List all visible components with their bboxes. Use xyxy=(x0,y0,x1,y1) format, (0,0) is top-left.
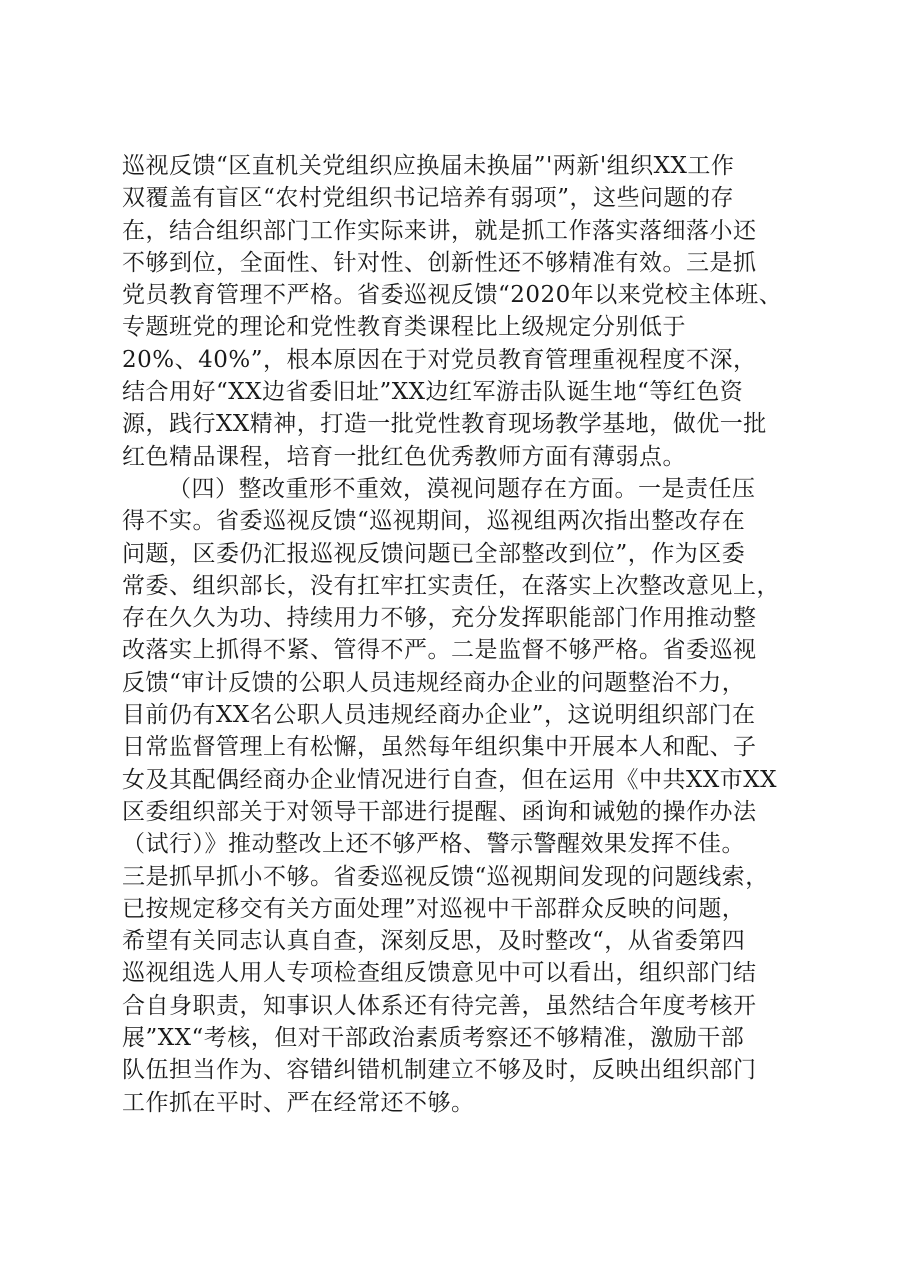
text-line: 希望有关同志认真自查，深刻反思，及时整改“，从省委第四 xyxy=(122,928,746,955)
text-line: 源，践行XX精神，打造一批党性教育现场教学基地，做优一批 xyxy=(122,411,767,438)
text-line: 结合用好“XX边省委旧址”XX边红军游击队诞生地“等红色资 xyxy=(122,379,744,406)
text-line: 巡视组选人用人专项检查组反馈意见中可以看出，组织部门结 xyxy=(122,960,757,987)
text-line: 反馈“审计反馈的公职人员违规经商办企业的问题整治不力， xyxy=(122,669,746,696)
document-body xyxy=(122,150,812,1119)
text-line: 目前仍有XX名公职人员违规经商办企业”，这说明组织部门在 xyxy=(122,702,756,729)
text-line: 女及其配偶经商办企业情况进行自查，但在运用《中共XX市XX xyxy=(122,766,777,793)
text-line: 队伍担当作为、容错纠错机制建立不够及时，反映出组织部门 xyxy=(122,1057,757,1084)
text-line: 得不实。省委巡视反馈“巡视期间，巡视组两次指出整改存在 xyxy=(122,508,746,535)
text-line: 改落实上抓得不紧、管得不严。二是监督不够严格。省委巡视 xyxy=(122,637,757,664)
section-heading-line: （四）整改重形不重效，漠视问题存在方面。一是责任压 xyxy=(168,475,756,502)
text-line: （试行）》推动整改上还不够严格、警示警醒效果发挥不佳。 xyxy=(122,831,745,858)
text-line: 日常监督管理上有松懈，虽然每年组织集中开展本人和配、子 xyxy=(122,734,757,761)
text-line: 巡视反馈“区直机关党组织应换届未换届”'两新'组织XX工作 xyxy=(122,153,735,179)
text-line: 三是抓早抓小不够。省委巡视反馈“巡视期间发现的问题线索， xyxy=(122,863,769,890)
text-line: 区委组织部关于对领导干部进行提醒、函询和诫勉的操作办法 xyxy=(122,798,757,825)
text-line: 党员教育管理不严格。省委巡视反馈“2020年以来党校主体班、 xyxy=(122,282,783,309)
text-line: 已按规定移交有关方面处理”对巡视中干部群众反映的问题， xyxy=(122,895,746,922)
text-line: 工作抓在平时、严在经常还不够。 xyxy=(122,1089,475,1116)
text-line: 在，结合组织部门工作实际来讲，就是抓工作落实落细落小还 xyxy=(122,217,757,244)
text-line: 专题班党的理论和党性教育类课程比上级规定分别低于 xyxy=(122,314,686,341)
text-line: 存在久久为功、持续用力不够，充分发挥职能部门作用推动整 xyxy=(122,605,757,632)
text-line: 20%、40%”，根本原因在于对党员教育管理重视程度不深， xyxy=(122,346,757,373)
text-line: 不够到位，全面性、针对性、创新性还不够精准有效。三是抓 xyxy=(122,249,757,276)
text-line: 常委、组织部长，没有扛牢扛实责任，在落实上次整改意见上， xyxy=(122,572,780,599)
text-line: 红色精品课程，培育一批红色优秀教师方面有薄弱点。 xyxy=(122,443,686,470)
text-line: 展”XX“考核，但对干部政治素质考察还不够精准，激励干部 xyxy=(122,1025,745,1052)
text-line: 问题，区委仍汇报巡视反馈问题已全部整改到位”，作为区委 xyxy=(122,540,746,567)
text-line: 双覆盖有盲区“农村党组织书记培养有弱项”，这些问题的存 xyxy=(122,185,735,212)
text-line: 合自身职责，知事识人体系还有待完善，虽然结合年度考核开 xyxy=(122,992,757,1019)
